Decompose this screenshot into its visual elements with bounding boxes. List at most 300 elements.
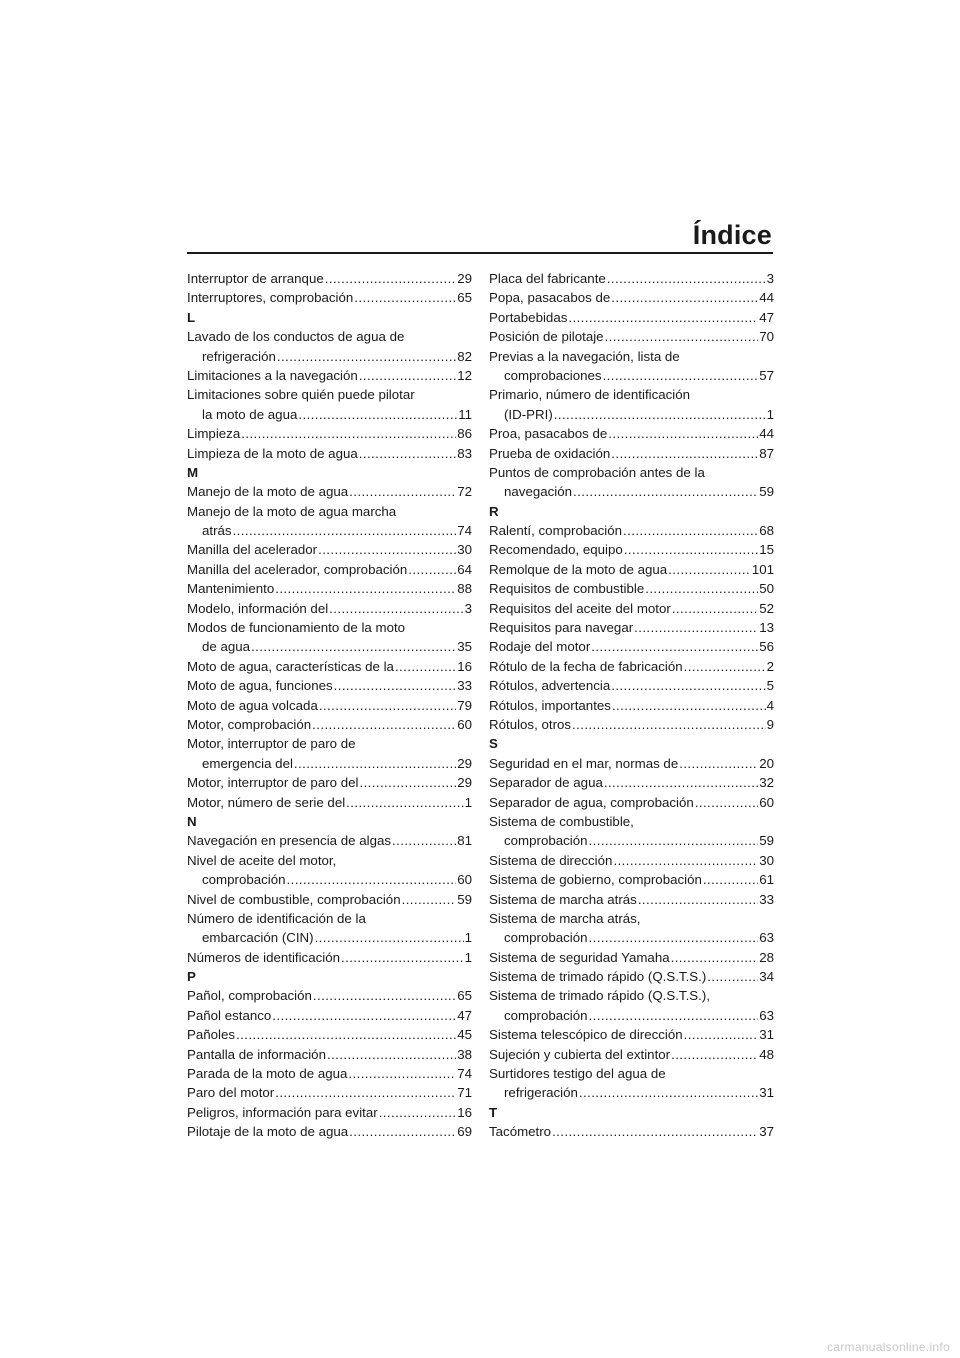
- dot-leader: [579, 1083, 758, 1102]
- index-entry-line: [187, 793, 472, 812]
- index-entry: [489, 715, 774, 734]
- index-section-letter: N: [187, 813, 197, 829]
- index-page-number: 50: [759, 581, 774, 597]
- index-page-number: 82: [457, 348, 472, 364]
- index-entry-line: [187, 773, 472, 792]
- index-entry-text: Modos de funcionamiento de la moto: [187, 620, 406, 636]
- index-entry-text: Número de identificación de la: [187, 910, 366, 926]
- dot-leader: [318, 540, 456, 559]
- index-page-number: 45: [457, 1027, 472, 1043]
- index-entry-continuation: [187, 521, 472, 540]
- index-entry-line: [489, 599, 774, 618]
- index-page-number: 60: [759, 794, 774, 810]
- index-entry-text: (ID-PRI): [504, 406, 553, 422]
- dot-leader: [241, 424, 456, 443]
- index-entry-text: Placa del fabricante: [489, 271, 606, 286]
- index-entry-text: Moto de agua volcada: [187, 697, 318, 713]
- index-entry: [489, 618, 774, 637]
- index-entry-line: [187, 715, 472, 734]
- index-entry: [187, 385, 472, 424]
- index-entry: [187, 948, 472, 967]
- index-entry-line: [489, 851, 774, 870]
- index-entry-text: embarcación (CIN): [202, 930, 314, 946]
- index-entry: [489, 773, 774, 792]
- dot-leader: [348, 1064, 456, 1083]
- index-page-number: 65: [457, 988, 472, 1004]
- index-entry-text: Requisitos del aceite del motor: [489, 600, 671, 616]
- dot-leader: [359, 444, 456, 463]
- index-entry: [489, 696, 774, 715]
- index-entry: [489, 579, 774, 598]
- index-page-number: 57: [759, 367, 774, 383]
- dot-leader: [623, 521, 758, 540]
- dot-leader: [707, 967, 758, 986]
- index-entry-text: Motor, interruptor de paro del: [187, 775, 359, 791]
- index-entry: [489, 637, 774, 656]
- index-page-number: 47: [457, 1007, 472, 1023]
- index-page-number: 13: [759, 620, 774, 636]
- index-entry-line: [187, 890, 472, 909]
- dot-leader: [611, 676, 765, 695]
- index-entry-text: Moto de agua, funciones: [187, 678, 333, 694]
- dot-leader: [327, 1045, 456, 1064]
- index-entry-line: [489, 308, 774, 327]
- index-entry: [187, 890, 472, 909]
- index-entry-text: Limpieza de la moto de agua: [187, 445, 358, 461]
- dot-leader: [608, 424, 758, 443]
- index-entry-line: [187, 502, 472, 521]
- index-entry-text: Surtidores testigo del agua de: [489, 1066, 666, 1082]
- index-entry: [187, 1122, 472, 1141]
- index-entry-text: Pañol estanco: [187, 1007, 272, 1023]
- dot-leader: [568, 308, 758, 327]
- index-entry-line: [489, 676, 774, 695]
- dot-leader: [236, 1025, 456, 1044]
- index-page-number: 15: [759, 542, 774, 558]
- index-page-number: 87: [759, 445, 774, 461]
- dot-leader: [591, 637, 758, 656]
- index-entry: [489, 347, 774, 386]
- index-entry-line: [489, 1064, 774, 1083]
- index-entry-line: [489, 986, 774, 1005]
- index-entry: [187, 734, 472, 773]
- index-page-number: 48: [759, 1046, 774, 1062]
- index-entry: [489, 1064, 774, 1103]
- index-entry-text: Interruptor de arranque: [187, 271, 324, 286]
- index-entry-text: Motor, comprobación: [187, 716, 312, 732]
- index-page-number: 34: [759, 969, 774, 985]
- index-entry-text: Mantenimiento: [187, 581, 275, 597]
- index-entry: [489, 424, 774, 443]
- index-entry-line: [187, 366, 472, 385]
- index-entry-line: [489, 637, 774, 656]
- index-entry-line: [187, 385, 472, 404]
- index-page-number: 16: [457, 658, 472, 674]
- index-entry: [187, 327, 472, 366]
- index-page-number: 29: [457, 271, 472, 286]
- index-entry-text: Lavado de los conductos de agua de: [187, 329, 405, 345]
- index-entry-continuation: [187, 637, 472, 656]
- index-entry: [187, 502, 472, 541]
- index-column-right: [489, 269, 774, 1142]
- dot-leader: [603, 366, 759, 385]
- index-entry-line: [489, 424, 774, 443]
- index-entry: [187, 696, 472, 715]
- dot-leader: [272, 1006, 456, 1025]
- index-section-letter: P: [187, 969, 196, 985]
- dot-leader: [695, 793, 758, 812]
- index-page-number: 101: [751, 561, 774, 577]
- index-entry-text: Manejo de la moto de agua marcha: [187, 503, 397, 519]
- index-entry-text: Navegación en presencia de algas: [187, 833, 392, 849]
- index-entry-text: Limitaciones sobre quién puede pilotar: [187, 387, 415, 403]
- index-entry-text: Proa, pasacabos de: [489, 426, 608, 442]
- index-entry: [489, 1025, 774, 1044]
- index-entry: [187, 986, 472, 1005]
- index-entry: [489, 327, 774, 346]
- index-page-number: 44: [759, 290, 774, 306]
- index-column-left: [187, 269, 472, 1142]
- watermark: carmanualsonline.info: [826, 1340, 950, 1354]
- index-entry-line: [187, 831, 472, 850]
- index-entry-line: [489, 909, 774, 928]
- index-entry: [489, 754, 774, 773]
- index-entry: [489, 870, 774, 889]
- index-page-number: 44: [759, 426, 774, 442]
- index-entry-line: [187, 288, 472, 307]
- index-entry-text: Recomendado, equipo: [489, 542, 623, 558]
- index-entry: [187, 793, 472, 812]
- index-page-number: 31: [759, 1085, 774, 1101]
- index-entry: [489, 521, 774, 540]
- index-entry: [187, 540, 472, 559]
- index-page-number: 70: [759, 329, 774, 345]
- index-entry: [489, 676, 774, 695]
- index-entry-text: Rótulos, advertencia: [489, 678, 611, 694]
- index-section-letter: R: [489, 503, 499, 519]
- dot-leader: [275, 579, 456, 598]
- index-entry-text: Separador de agua, comprobación: [489, 794, 694, 810]
- index-entry-text: Pantalla de información: [187, 1046, 326, 1062]
- index-entry-text: Manilla del acelerador, comprobación: [187, 561, 408, 577]
- page-title: Índice: [692, 220, 772, 250]
- dot-leader: [613, 851, 758, 870]
- index-page-number: 30: [457, 542, 472, 558]
- index-page-number: 68: [759, 523, 774, 539]
- index-entry-text: navegación: [504, 484, 573, 500]
- index-entry-text: Limpieza: [187, 426, 241, 442]
- index-entry: [187, 1064, 472, 1083]
- index-entry-continuation: [187, 870, 472, 889]
- title-divider: [187, 252, 773, 254]
- index-entry-text: Peligros, información para evitar: [187, 1104, 378, 1120]
- dot-leader: [638, 890, 758, 909]
- index-entry-line: [489, 812, 774, 831]
- index-page-number: 11: [458, 406, 472, 422]
- dot-leader: [349, 482, 456, 501]
- index-entry-continuation: [187, 347, 472, 366]
- index-page-number: 1: [464, 794, 472, 810]
- index-entry-text: Sistema de combustible,: [489, 813, 634, 829]
- index-entry: [489, 909, 774, 948]
- index-entry-text: Sistema telescópico de dirección: [489, 1027, 683, 1043]
- dot-leader: [671, 948, 759, 967]
- index-entry-line: [489, 657, 774, 676]
- index-page-number: 16: [457, 1104, 472, 1120]
- index-entry-line: [489, 1122, 774, 1141]
- index-entry-line: [187, 986, 472, 1005]
- dot-leader: [313, 986, 456, 1005]
- index-entry-line: [489, 347, 774, 366]
- index-page-number: 88: [457, 581, 472, 597]
- index-entry-text: comprobación: [504, 930, 588, 946]
- index-entry-text: emergencia del: [202, 755, 293, 771]
- index-entry: [187, 1025, 472, 1044]
- index-entry-text: Seguridad en el mar, normas de: [489, 755, 679, 771]
- index-entry-continuation: [489, 831, 774, 850]
- dot-leader: [315, 928, 464, 947]
- index-page-number: 1: [464, 949, 472, 965]
- index-entry: [187, 831, 472, 850]
- index-entry-text: Requisitos de combustible: [489, 581, 645, 597]
- index-entry: [489, 657, 774, 676]
- index-entry-continuation: [489, 366, 774, 385]
- dot-leader: [589, 831, 759, 850]
- dot-leader: [275, 1083, 456, 1102]
- index-entry: [489, 269, 774, 288]
- index-entry: [489, 463, 774, 502]
- index-entry-line: [489, 773, 774, 792]
- index-page-number: 59: [759, 833, 774, 849]
- index-entry: [187, 909, 472, 948]
- dot-leader: [684, 1025, 759, 1044]
- index-page-number: 28: [759, 949, 774, 965]
- index-entry-line: [187, 269, 472, 288]
- index-entry-text: Puntos de comprobación antes de la: [489, 464, 705, 480]
- index-entry-text: la moto de agua: [202, 406, 298, 422]
- index-entry: [187, 444, 472, 463]
- index-entry-line: [489, 560, 774, 579]
- index-entry-text: Pañoles: [187, 1027, 236, 1043]
- index-entry-text: Rótulos, otros: [489, 716, 572, 732]
- index-page-number: 86: [457, 426, 472, 442]
- index-page-number: 2: [766, 658, 774, 674]
- index-entry: [187, 1006, 472, 1025]
- dot-leader: [325, 269, 456, 288]
- dot-leader: [634, 618, 758, 637]
- index-entry-text: Separador de agua: [489, 775, 603, 791]
- dot-leader: [359, 773, 456, 792]
- index-page-number: 30: [759, 852, 774, 868]
- index-entry-line: [489, 1045, 774, 1064]
- dot-leader: [402, 890, 457, 909]
- index-page-number: 1: [766, 406, 774, 422]
- index-page-number: 29: [457, 775, 472, 791]
- index-page-number: 71: [457, 1085, 472, 1101]
- dot-leader: [379, 1103, 457, 1122]
- index-page-number: 59: [457, 891, 472, 907]
- dot-leader: [589, 1006, 759, 1025]
- index-page-number: 29: [457, 755, 472, 771]
- index-entry-continuation: [187, 928, 472, 947]
- index-entry-line: [187, 1045, 472, 1064]
- dot-leader: [346, 793, 463, 812]
- index-entry: [187, 269, 472, 288]
- index-entry-line: [187, 851, 472, 870]
- index-entry-text: comprobación: [504, 833, 588, 849]
- index-section-letter: T: [489, 1104, 498, 1120]
- index-entry: [187, 773, 472, 792]
- dot-leader: [612, 696, 766, 715]
- index-entry-continuation: [187, 754, 472, 773]
- index-entry-text: Sistema de trimado rápido (Q.S.T.S.),: [489, 988, 710, 1004]
- index-entry-text: de agua: [202, 639, 251, 655]
- dot-leader: [703, 870, 758, 889]
- index-entry-text: Sistema de marcha atrás: [489, 891, 637, 907]
- index-entry: [187, 366, 472, 385]
- index-entry: [489, 599, 774, 618]
- dot-leader: [319, 696, 456, 715]
- index-entry-line: [187, 1103, 472, 1122]
- index-entry-text: Posición de pilotaje: [489, 329, 604, 345]
- index-page-number: 37: [759, 1124, 774, 1140]
- dot-leader: [611, 288, 758, 307]
- dot-leader: [408, 560, 456, 579]
- index-entry-text: Motor, interruptor de paro de: [187, 736, 356, 752]
- index-entry-text: Modelo, información del: [187, 600, 329, 616]
- index-entry-text: Sistema de gobierno, comprobación: [489, 872, 702, 888]
- dot-leader: [341, 948, 464, 967]
- index-entry: [187, 560, 472, 579]
- index-page-number: 12: [457, 367, 472, 383]
- index-entry: [489, 444, 774, 463]
- index-entry-line: [489, 385, 774, 404]
- index-entry: [489, 948, 774, 967]
- index-entry-line: [187, 327, 472, 346]
- dot-leader: [354, 288, 456, 307]
- index-entry-text: Sistema de seguridad Yamaha: [489, 949, 670, 965]
- index-entry-text: Limitaciones a la navegación: [187, 367, 358, 383]
- dot-leader: [349, 1122, 456, 1141]
- index-entry: [489, 1045, 774, 1064]
- index-page-number: 33: [759, 891, 774, 907]
- index-entry-text: Pañol, comprobación: [187, 988, 312, 1004]
- index-page-number: 31: [759, 1027, 774, 1043]
- index-entry-text: Sistema de marcha atrás,: [489, 910, 641, 926]
- index-entry-line: [489, 618, 774, 637]
- index-entry-line: [489, 754, 774, 773]
- dot-leader: [277, 347, 456, 366]
- index-entry-line: [187, 1006, 472, 1025]
- index-entry-line: [187, 1025, 472, 1044]
- dot-leader: [334, 676, 457, 695]
- index-page-number: 3: [766, 271, 774, 286]
- dot-leader: [605, 327, 759, 346]
- index-page-number: 74: [457, 1066, 472, 1082]
- index-entry-text: Pilotaje de la moto de agua: [187, 1124, 349, 1140]
- index-entry: [489, 385, 774, 424]
- index-page-number: 61: [759, 872, 774, 888]
- dot-leader: [359, 366, 456, 385]
- index-entry-line: [187, 444, 472, 463]
- index-page-number: 63: [759, 930, 774, 946]
- index-page-number: 32: [759, 775, 774, 791]
- index-entry-continuation: [489, 1083, 774, 1102]
- index-page-number: 72: [457, 484, 472, 500]
- index-entry: [187, 1045, 472, 1064]
- dot-leader: [589, 928, 759, 947]
- dot-leader: [298, 405, 457, 424]
- index-page-number: 79: [457, 697, 472, 713]
- index-entry-line: [489, 967, 774, 986]
- index-page-number: 83: [457, 445, 472, 461]
- index-entry-text: Nivel de aceite del motor,: [187, 852, 337, 868]
- index-entry-line: [489, 444, 774, 463]
- dot-leader: [672, 599, 758, 618]
- index-entry: [489, 890, 774, 909]
- index-entry-text: Paro del motor: [187, 1085, 275, 1101]
- index-page-number: 5: [766, 678, 774, 694]
- index-page-number: 20: [759, 755, 774, 771]
- dot-leader: [671, 1045, 758, 1064]
- index-entry-continuation: [489, 405, 774, 424]
- index-entry-line: [489, 715, 774, 734]
- index-entry-line: [489, 1025, 774, 1044]
- index-entry-text: Primario, número de identificación: [489, 387, 691, 403]
- index-page-number: 63: [759, 1007, 774, 1023]
- index-page-number: 3: [464, 600, 472, 616]
- index-entry-text: Ralentí, comprobación: [489, 523, 623, 539]
- index-entry: [187, 1103, 472, 1122]
- index-entry-text: Números de identificación: [187, 949, 340, 965]
- index-entry: [489, 560, 774, 579]
- index-entry-line: [187, 696, 472, 715]
- index-entry-text: Requisitos para navegar: [489, 620, 634, 636]
- dot-leader: [624, 540, 758, 559]
- index-entry-text: Interruptores, comprobación: [187, 290, 354, 306]
- index-page-number: 60: [457, 872, 472, 888]
- index-entry-line: [489, 288, 774, 307]
- index-entry: [489, 288, 774, 307]
- index-entry-line: [187, 1122, 472, 1141]
- index-entry-continuation: [489, 482, 774, 501]
- index-page-number: 56: [759, 639, 774, 655]
- index-page-number: 47: [759, 309, 774, 325]
- index-entry-text: refrigeración: [504, 1085, 578, 1101]
- index-section-letter: M: [187, 464, 199, 480]
- index-entry-text: Prueba de oxidación: [489, 445, 611, 461]
- index-entry: [187, 1083, 472, 1102]
- dot-leader: [392, 831, 456, 850]
- index-entry-text: Popa, pasacabos de: [489, 290, 611, 306]
- index-entry-line: [187, 579, 472, 598]
- dot-leader: [604, 773, 758, 792]
- index-entry-text: comprobación: [504, 1007, 588, 1023]
- dot-leader: [607, 269, 766, 288]
- index-entry-line: [489, 463, 774, 482]
- index-entry: [489, 308, 774, 327]
- index-entry-text: Motor, número de serie del: [187, 794, 346, 810]
- index-entry: [187, 676, 472, 695]
- index-page-number: 35: [457, 639, 472, 655]
- index-entry-line: [489, 269, 774, 288]
- index-entry-line: [187, 560, 472, 579]
- index-entry-line: [187, 657, 472, 676]
- index-page-number: 74: [457, 523, 472, 539]
- index-entry: [489, 986, 774, 1025]
- dot-leader: [554, 405, 766, 424]
- index-page-number: 1: [464, 930, 472, 946]
